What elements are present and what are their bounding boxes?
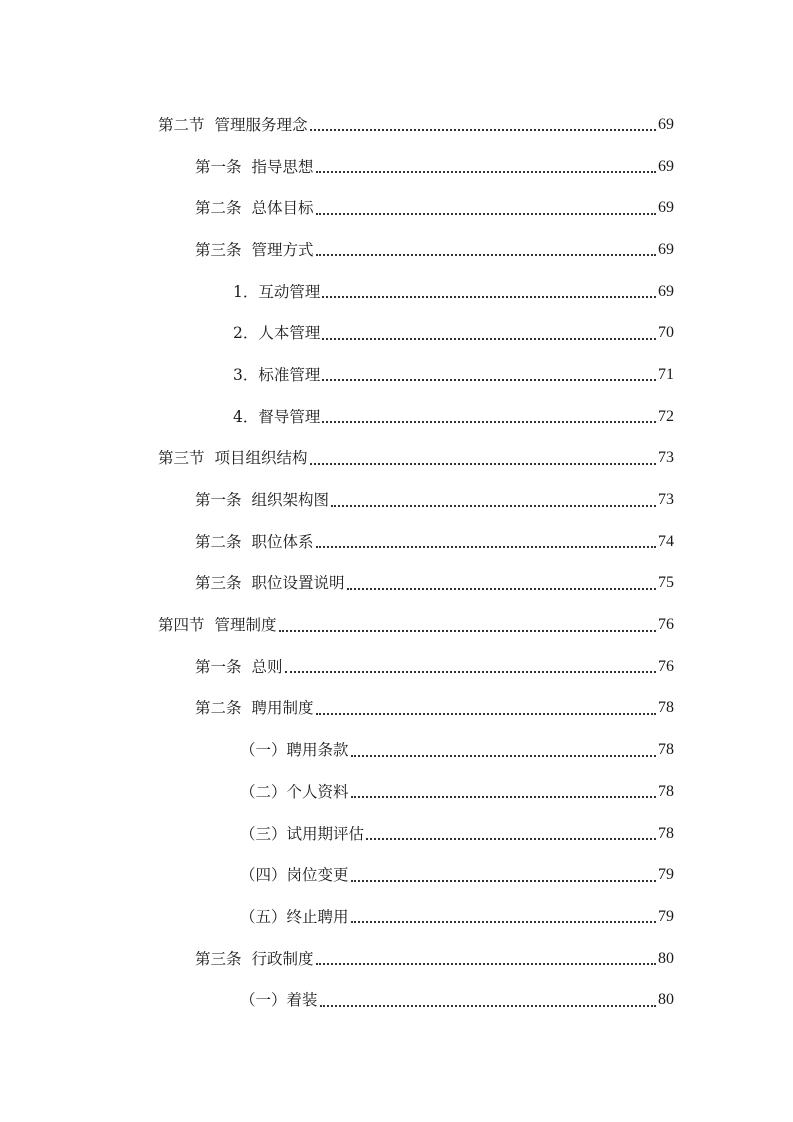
dot-leader — [322, 378, 656, 381]
toc-entry-number: （二） — [240, 782, 287, 801]
toc-entry-article[interactable] — [158, 146, 674, 188]
dot-leader — [310, 462, 656, 465]
dot-leader — [316, 962, 656, 965]
toc-entry-page: 78 — [658, 782, 674, 800]
toc-entry-item[interactable] — [158, 771, 674, 813]
toc-entry-title: 总体目标 — [251, 199, 314, 218]
toc-entry-number: 第一条 — [195, 491, 242, 510]
toc-entry-number: 第四节 — [158, 616, 205, 635]
toc-entry-number: 第二条 — [195, 699, 242, 718]
toc-entry-page: 78 — [658, 699, 674, 717]
dot-leader — [316, 712, 656, 715]
toc-entry-item[interactable] — [158, 813, 674, 855]
toc-entry-page: 74 — [658, 532, 674, 550]
toc-entry-title: 职位设置说明 — [251, 574, 345, 593]
dot-leader — [351, 754, 656, 757]
toc-entry-title: 聘用制度 — [251, 699, 314, 718]
toc-entry-number: （四） — [240, 866, 287, 885]
toc-entry-number: 第三条 — [195, 949, 242, 968]
toc-entry-title: 管理服务理念 — [214, 115, 308, 134]
toc-entry-page: 69 — [658, 115, 674, 133]
toc-entry-item[interactable] — [158, 312, 674, 354]
toc-entry-number: 第二条 — [195, 199, 242, 218]
toc-entry-title: 总则 — [251, 657, 283, 676]
toc-entry-page: 73 — [658, 491, 674, 509]
toc-entry-section[interactable] — [158, 604, 674, 646]
toc-entry-number: （三） — [240, 824, 287, 843]
toc-entry-number: 第三条 — [195, 240, 242, 259]
toc-entry-number: （一） — [240, 991, 287, 1010]
toc-entry-title: 人本管理 — [258, 324, 321, 343]
toc-entry-title: 指导思想 — [251, 157, 314, 176]
toc-entry-title: 试用期评估 — [286, 824, 365, 843]
toc-entry-section[interactable] — [158, 438, 674, 480]
toc-entry-page: 69 — [658, 240, 674, 258]
toc-entry-page: 69 — [658, 199, 674, 217]
toc-entry-page: 80 — [658, 991, 674, 1009]
toc-entry-item[interactable] — [158, 271, 674, 313]
toc-entry-number: 第三条 — [195, 574, 242, 593]
toc-entry-title: 组织架构图 — [251, 491, 330, 510]
toc-entry-title: 标准管理 — [258, 365, 321, 384]
toc-entry-number: 第一条 — [195, 657, 242, 676]
dot-leader — [285, 670, 656, 673]
toc-entry-article[interactable] — [158, 938, 674, 980]
toc-entry-number: 第二节 — [158, 115, 205, 134]
toc-entry-number: 1． — [233, 282, 259, 301]
toc-entry-number: 第一条 — [195, 157, 242, 176]
toc-entry-number: 4． — [233, 407, 259, 426]
dot-leader — [322, 295, 656, 298]
toc-entry-title: 着装 — [286, 991, 318, 1010]
toc-entry-title: 督导管理 — [258, 407, 321, 426]
dot-leader — [279, 629, 656, 632]
dot-leader — [322, 420, 656, 423]
toc-entry-page: 71 — [658, 365, 674, 383]
toc-entry-number: 第三节 — [158, 449, 205, 468]
toc-entry-title: 管理方式 — [251, 240, 314, 259]
toc-entry-page: 72 — [658, 407, 674, 425]
toc-entry-item[interactable] — [158, 896, 674, 938]
toc-entry-title: 终止聘用 — [286, 907, 349, 926]
toc-entry-page: 79 — [658, 866, 674, 884]
toc-entry-page: 79 — [658, 907, 674, 925]
dot-leader — [320, 1004, 656, 1007]
toc-entry-item[interactable] — [158, 979, 674, 1021]
toc-entry-title: 项目组织结构 — [214, 449, 308, 468]
dot-leader — [322, 337, 656, 340]
dot-leader — [351, 795, 656, 798]
toc-entry-number: 2． — [233, 324, 259, 343]
toc-entry-page: 76 — [658, 616, 674, 634]
toc-entry-item[interactable] — [158, 354, 674, 396]
toc-entry-title: 聘用条款 — [286, 741, 349, 760]
toc-entry-title: 职位体系 — [251, 532, 314, 551]
toc-entry-title: 行政制度 — [251, 949, 314, 968]
toc-entry-number: （五） — [240, 907, 287, 926]
toc-entry-item[interactable] — [158, 396, 674, 438]
toc-entry-item[interactable] — [158, 729, 674, 771]
dot-leader — [351, 920, 656, 923]
toc-entry-page: 80 — [658, 949, 674, 967]
toc-entry-article[interactable] — [158, 479, 674, 521]
toc-entry-article[interactable] — [158, 521, 674, 563]
dot-leader — [347, 587, 656, 590]
toc-entry-article[interactable] — [158, 187, 674, 229]
toc-entry-title: 管理制度 — [214, 616, 277, 635]
toc-entry-article[interactable] — [158, 229, 674, 271]
toc-entry-article[interactable] — [158, 688, 674, 730]
dot-leader — [316, 253, 656, 256]
dot-leader — [316, 170, 656, 173]
dot-leader — [316, 545, 656, 548]
toc-entry-number: 第二条 — [195, 532, 242, 551]
toc-entry-page: 76 — [658, 657, 674, 675]
toc-entry-number: （一） — [240, 741, 287, 760]
toc-entry-page: 70 — [658, 324, 674, 342]
dot-leader — [310, 128, 656, 131]
toc-entry-page: 73 — [658, 449, 674, 467]
dot-leader — [366, 837, 656, 840]
toc-entry-section[interactable] — [158, 104, 674, 146]
toc-entry-title: 个人资料 — [286, 782, 349, 801]
toc-entry-page: 69 — [658, 157, 674, 175]
toc-entry-title: 岗位变更 — [286, 866, 349, 885]
toc-entry-page: 69 — [658, 282, 674, 300]
toc-entry-article[interactable] — [158, 646, 674, 688]
toc-entry-page: 78 — [658, 741, 674, 759]
toc-entry-title: 互动管理 — [258, 282, 321, 301]
dot-leader — [331, 504, 656, 507]
toc-entry-article[interactable] — [158, 563, 674, 605]
dot-leader — [316, 212, 656, 215]
toc-entry-page: 78 — [658, 824, 674, 842]
dot-leader — [351, 879, 656, 882]
toc-entry-number: 3． — [233, 365, 259, 384]
toc-entry-page: 75 — [658, 574, 674, 592]
table-of-contents — [158, 104, 674, 1021]
toc-entry-item[interactable] — [158, 854, 674, 896]
